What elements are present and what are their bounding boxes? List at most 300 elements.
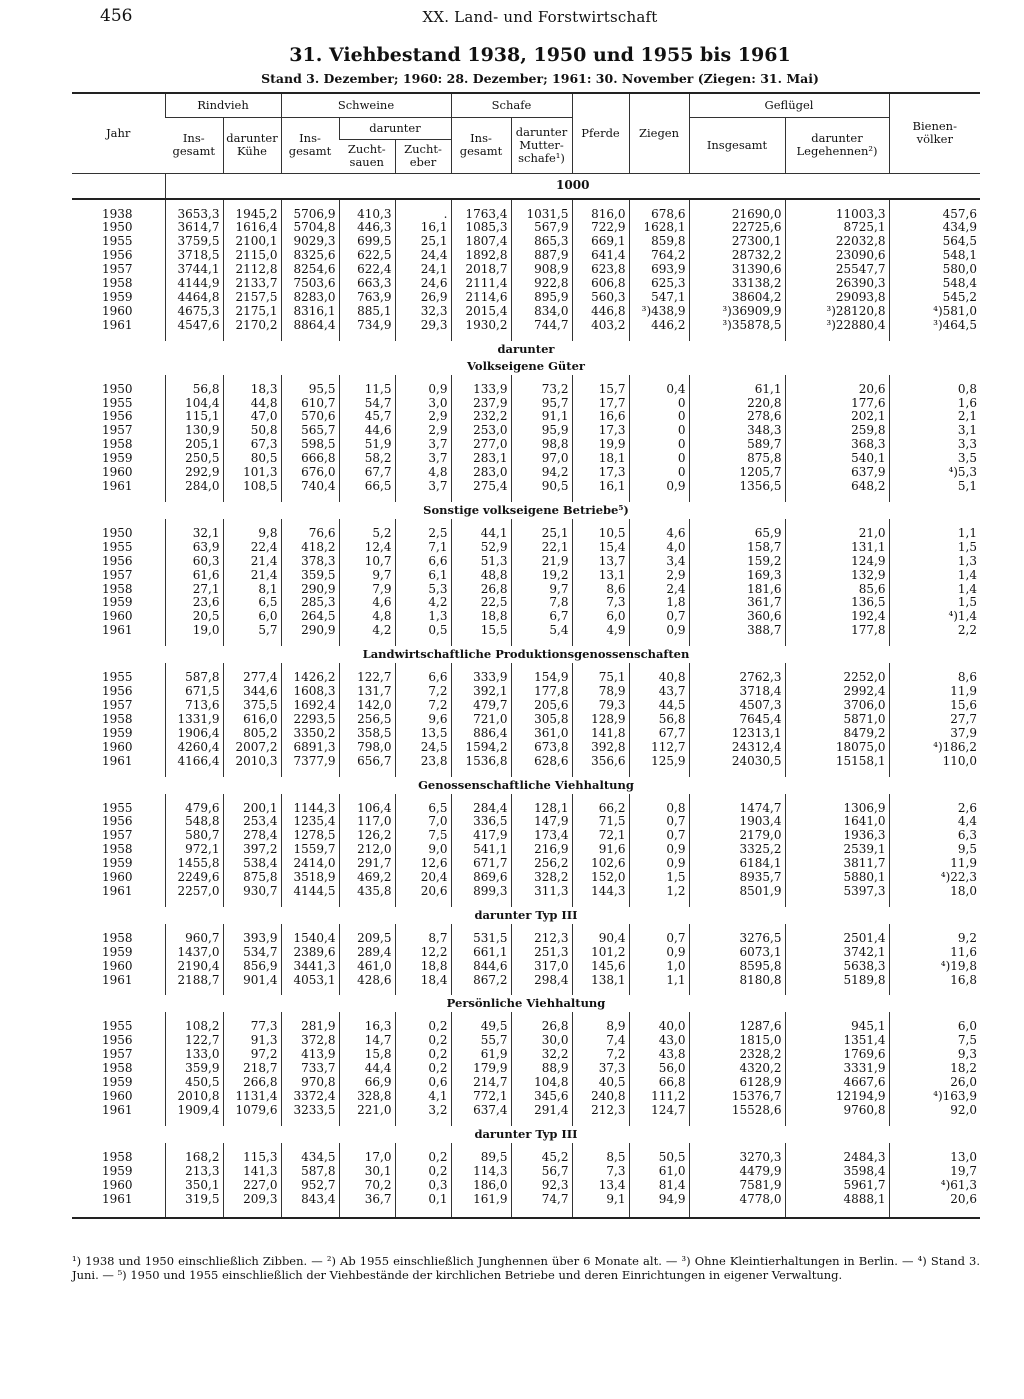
group-rindvieh: Rindvieh	[165, 93, 281, 117]
value-cell: 1,2	[629, 885, 689, 899]
value-cell: 291,7	[339, 857, 395, 871]
value-cell: 15,6	[889, 699, 980, 713]
value-cell: 18,8	[451, 610, 511, 624]
value-cell: 901,4	[223, 974, 281, 988]
value-cell: 7,3	[572, 1165, 629, 1179]
value-cell: 67,3	[223, 438, 281, 452]
value-cell: 21,4	[223, 555, 281, 569]
value-cell: 11003,3	[785, 208, 889, 222]
value-cell: 67,7	[629, 727, 689, 741]
value-cell: 6,6	[395, 671, 451, 685]
value-cell: 358,5	[339, 727, 395, 741]
table-row	[72, 802, 980, 816]
value-cell: 2133,7	[223, 277, 281, 291]
value-cell: 1628,1	[629, 221, 689, 235]
value-cell: 1031,5	[511, 208, 572, 222]
value-cell: 2,4	[629, 583, 689, 597]
value-cell: 29,3	[395, 319, 451, 333]
value-cell: 0,2	[395, 1165, 451, 1179]
value-cell: 2,9	[395, 410, 451, 424]
table-row	[72, 727, 980, 741]
value-cell: 3325,2	[689, 843, 785, 857]
value-cell: 4667,6	[785, 1076, 889, 1090]
value-cell: 2484,3	[785, 1151, 889, 1165]
value-cell: 24312,4	[689, 741, 785, 755]
value-cell: 66,5	[339, 480, 395, 494]
value-cell: 3614,7	[165, 221, 223, 235]
value-cell: 7,9	[339, 583, 395, 597]
year-cell: 1957	[102, 828, 133, 843]
value-cell: 0,7	[629, 815, 689, 829]
value-cell: 11,5	[339, 383, 395, 397]
year-cell: 1959	[102, 856, 133, 871]
value-cell: 25,1	[395, 235, 451, 249]
value-cell: 0,9	[629, 857, 689, 871]
value-cell: 74,7	[511, 1193, 572, 1207]
value-cell: 541,1	[451, 843, 511, 857]
value-cell: 250,5	[165, 452, 223, 466]
table-row	[72, 885, 980, 899]
value-cell: 2115,0	[223, 249, 281, 263]
value-cell: 89,5	[451, 1151, 511, 1165]
section-spacer	[72, 1206, 980, 1218]
value-cell: 1455,8	[165, 857, 223, 871]
value-cell: 23090,6	[785, 249, 889, 263]
section-spacer	[72, 494, 980, 502]
value-cell: 132,9	[785, 569, 889, 583]
value-cell: 7,3	[572, 596, 629, 610]
value-cell: 1205,7	[689, 466, 785, 480]
value-cell: 8,7	[395, 932, 451, 946]
value-cell: 5880,1	[785, 871, 889, 885]
value-cell: 177,8	[511, 685, 572, 699]
section-heading	[72, 907, 980, 924]
value-cell: 1,3	[395, 610, 451, 624]
value-cell: 457,6	[889, 208, 980, 222]
value-cell: 15158,1	[785, 755, 889, 769]
value-cell: 284,0	[165, 480, 223, 494]
value-cell: ⁴)186,2	[889, 741, 980, 755]
value-cell: 545,2	[889, 291, 980, 305]
value-cell: 21690,0	[689, 208, 785, 222]
value-cell: ⁴)19,8	[889, 960, 980, 974]
table-row	[72, 1193, 980, 1207]
value-cell: 108,5	[223, 480, 281, 494]
col-bienen: Bienen- völker	[889, 93, 980, 173]
value-cell: 548,4	[889, 277, 980, 291]
value-cell: 40,8	[629, 671, 689, 685]
value-cell: 37,3	[572, 1062, 629, 1076]
value-cell: 212,3	[511, 932, 572, 946]
value-cell: 11,6	[889, 946, 980, 960]
value-cell: 22725,6	[689, 221, 785, 235]
table-row	[72, 843, 980, 857]
value-cell: 212,3	[572, 1104, 629, 1118]
value-cell: 17,0	[339, 1151, 395, 1165]
value-cell: 3518,9	[281, 871, 339, 885]
value-cell: 2,5	[395, 527, 451, 541]
value-cell: 843,4	[281, 1193, 339, 1207]
value-cell: 94,9	[629, 1193, 689, 1207]
year-cell: 1961	[102, 1191, 133, 1206]
value-cell: ³)464,5	[889, 319, 980, 333]
table-row	[72, 671, 980, 685]
value-cell: 22,5	[451, 596, 511, 610]
value-cell: 290,9	[281, 624, 339, 638]
value-cell: 52,9	[451, 541, 511, 555]
group-schafe: Schafe	[451, 93, 572, 117]
value-cell: 63,9	[165, 541, 223, 555]
value-cell: 142,0	[339, 699, 395, 713]
value-cell: 8,5	[572, 1151, 629, 1165]
value-cell: 859,8	[629, 235, 689, 249]
value-cell: 22032,8	[785, 235, 889, 249]
value-cell: 360,6	[689, 610, 785, 624]
year-cell: 1960	[102, 303, 133, 318]
value-cell: 1144,3	[281, 802, 339, 816]
value-cell: 251,3	[511, 946, 572, 960]
value-cell: 88,9	[511, 1062, 572, 1076]
value-cell: 6,6	[395, 555, 451, 569]
table-row	[72, 291, 980, 305]
value-cell: 227,0	[223, 1179, 281, 1193]
value-cell: 10,5	[572, 527, 629, 541]
value-cell: 378,3	[281, 555, 339, 569]
value-cell: 114,3	[451, 1165, 511, 1179]
year-cell: 1956	[102, 409, 133, 424]
value-cell: 0	[629, 424, 689, 438]
value-cell: 205,1	[165, 438, 223, 452]
value-cell: 5,7	[223, 624, 281, 638]
value-cell: 22,4	[223, 541, 281, 555]
section-title: darunter	[497, 341, 555, 356]
value-cell: 922,8	[511, 277, 572, 291]
value-cell: 10,7	[339, 555, 395, 569]
table-row	[72, 263, 980, 277]
value-cell: 3598,4	[785, 1165, 889, 1179]
table-title: 31. Viehbestand 1938, 1950 und 1955 bis 1961	[289, 44, 791, 66]
value-cell: 212,0	[339, 843, 395, 857]
year-cell: 1958	[102, 711, 133, 726]
year-cell: 1960	[102, 465, 133, 480]
value-cell: 138,1	[572, 974, 629, 988]
value-cell: 531,5	[451, 932, 511, 946]
value-cell: 112,7	[629, 741, 689, 755]
value-cell: 8725,1	[785, 221, 889, 235]
value-cell: 15,4	[572, 541, 629, 555]
value-cell: 216,9	[511, 843, 572, 857]
value-cell: 676,0	[281, 466, 339, 480]
value-cell: 130,9	[165, 424, 223, 438]
value-cell: 136,5	[785, 596, 889, 610]
value-cell: 159,2	[689, 555, 785, 569]
value-cell: 281,9	[281, 1020, 339, 1034]
value-cell: 328,2	[511, 871, 572, 885]
value-cell: 24,1	[395, 263, 451, 277]
value-cell: 7377,9	[281, 755, 339, 769]
table-row	[72, 685, 980, 699]
value-cell: 8,1	[223, 583, 281, 597]
value-cell: 479,6	[165, 802, 223, 816]
value-cell: 209,3	[223, 1193, 281, 1207]
value-cell: 740,4	[281, 480, 339, 494]
value-cell: 4,8	[395, 466, 451, 480]
value-cell: 9,0	[395, 843, 451, 857]
year-cell: 1961	[102, 317, 133, 332]
value-cell: 570,6	[281, 410, 339, 424]
value-cell: 311,3	[511, 885, 572, 899]
value-cell: 0,2	[395, 1151, 451, 1165]
value-cell: 3,2	[395, 1104, 451, 1118]
value-cell: 3,3	[889, 438, 980, 452]
value-cell: 253,0	[451, 424, 511, 438]
value-cell: 1085,3	[451, 221, 511, 235]
value-cell: 78,9	[572, 685, 629, 699]
group-schw-darunter: darunter	[339, 117, 451, 139]
value-cell: 5,4	[511, 624, 572, 638]
value-cell: 930,7	[223, 885, 281, 899]
value-cell: 9,3	[889, 1048, 980, 1062]
value-cell: 20,4	[395, 871, 451, 885]
value-cell: 446,8	[572, 305, 629, 319]
value-cell: 2389,6	[281, 946, 339, 960]
table-row	[72, 1179, 980, 1193]
table-row	[72, 555, 980, 569]
value-cell: ⁴)22,3	[889, 871, 980, 885]
value-cell: 2252,0	[785, 671, 889, 685]
value-cell: 673,8	[511, 741, 572, 755]
value-cell: 173,4	[511, 829, 572, 843]
value-cell: 13,0	[889, 1151, 980, 1165]
value-cell: 72,1	[572, 829, 629, 843]
unit-label: 1000	[165, 173, 980, 199]
value-cell: 22,1	[511, 541, 572, 555]
value-cell: 95,7	[511, 397, 572, 411]
value-cell: 0,8	[629, 802, 689, 816]
value-cell: 24,5	[395, 741, 451, 755]
value-cell: 32,2	[511, 1048, 572, 1062]
table-row	[72, 235, 980, 249]
value-cell: 115,3	[223, 1151, 281, 1165]
value-cell: 1,0	[629, 960, 689, 974]
year-cell: 1960	[102, 1089, 133, 1103]
value-cell: 875,8	[689, 452, 785, 466]
value-cell: 285,3	[281, 596, 339, 610]
section-spacer	[72, 899, 980, 907]
table-row	[72, 713, 980, 727]
value-cell: 344,6	[223, 685, 281, 699]
year-cell: 1955	[102, 800, 133, 815]
table-row	[72, 1048, 980, 1062]
value-cell: 589,7	[689, 438, 785, 452]
value-cell: 1807,4	[451, 235, 511, 249]
value-cell: 19,2	[511, 569, 572, 583]
value-cell: 388,7	[689, 624, 785, 638]
value-cell: 283,0	[451, 466, 511, 480]
value-cell: 16,6	[572, 410, 629, 424]
value-cell: 95,9	[511, 424, 572, 438]
footnotes: ¹) 1938 und 1950 einschließlich Zibben. — ²) Ab 1955 einschließlich Junghennen über 6 Monate alt. — ³) Ohne Kleintierhaltungen in Berlin. — ⁴) Stand 3. Juni. — ⁵) 1950 und 1955 einschließlich der Viehbestände der kirchlichen Betriebe und deren Einrichtungen in eigener Verwaltung.	[72, 1254, 980, 1282]
value-cell: 3,1	[889, 424, 980, 438]
value-cell: 2539,1	[785, 843, 889, 857]
value-cell: 4464,8	[165, 291, 223, 305]
value-cell: 141,3	[223, 1165, 281, 1179]
value-cell: 16,8	[889, 974, 980, 988]
col-schw-eber: Zucht- eber	[395, 139, 451, 173]
value-cell: 133,9	[451, 383, 511, 397]
table-row	[72, 569, 980, 583]
col-ziegen: Ziegen	[629, 93, 689, 173]
value-cell: 90,5	[511, 480, 572, 494]
year-cell: 1955	[102, 395, 133, 410]
value-cell: 1278,5	[281, 829, 339, 843]
value-cell: 1235,4	[281, 815, 339, 829]
value-cell: 58,2	[339, 452, 395, 466]
value-cell: 772,1	[451, 1090, 511, 1104]
value-cell: 2179,0	[689, 829, 785, 843]
value-cell: 8479,2	[785, 727, 889, 741]
col-schw-sauen: Zucht- sauen	[339, 139, 395, 173]
value-cell: 0,3	[395, 1179, 451, 1193]
group-gefluegel: Geflügel	[689, 93, 889, 117]
value-cell: 17,3	[572, 466, 629, 480]
value-cell: 1930,2	[451, 319, 511, 333]
value-cell: 1,6	[889, 397, 980, 411]
value-cell: 2112,8	[223, 263, 281, 277]
value-cell: 266,8	[223, 1076, 281, 1090]
value-cell: ⁴)5,3	[889, 466, 980, 480]
value-cell: 1815,0	[689, 1034, 785, 1048]
year-cell: 1958	[102, 842, 133, 857]
year-cell: 1959	[102, 451, 133, 466]
value-cell: 565,7	[281, 424, 339, 438]
section-heading	[72, 995, 980, 1012]
value-cell: 7,5	[889, 1034, 980, 1048]
table-row	[72, 815, 980, 829]
value-cell: 1641,0	[785, 815, 889, 829]
value-cell: 4675,3	[165, 305, 223, 319]
value-cell: 1,5	[889, 541, 980, 555]
value-cell: 1287,6	[689, 1020, 785, 1034]
value-cell: 168,2	[165, 1151, 223, 1165]
value-cell: 18,1	[572, 452, 629, 466]
value-cell: 73,2	[511, 383, 572, 397]
value-cell: 317,0	[511, 960, 572, 974]
chapter-title: XX. Land- und Forstwirtschaft	[422, 8, 658, 26]
value-cell: 92,0	[889, 1104, 980, 1118]
col-rind-kuehe: darunter Kühe	[223, 117, 281, 173]
value-cell: 1306,9	[785, 802, 889, 816]
value-cell: 131,1	[785, 541, 889, 555]
value-cell: 240,8	[572, 1090, 629, 1104]
year-cell: 1961	[102, 623, 133, 638]
value-cell: 345,6	[511, 1090, 572, 1104]
value-cell: 368,3	[785, 438, 889, 452]
value-cell: 1594,2	[451, 741, 511, 755]
value-cell: 152,0	[572, 871, 629, 885]
table-row	[72, 480, 980, 494]
value-cell: 278,4	[223, 829, 281, 843]
value-cell: 7,5	[395, 829, 451, 843]
section-heading	[72, 358, 980, 375]
value-cell: 3270,3	[689, 1151, 785, 1165]
table-row	[72, 871, 980, 885]
value-cell: 1903,4	[689, 815, 785, 829]
year-cell: 1950	[102, 525, 133, 540]
value-cell: 71,5	[572, 815, 629, 829]
value-cell: 2249,6	[165, 871, 223, 885]
table-row	[72, 527, 980, 541]
value-cell: 36,7	[339, 1193, 395, 1207]
value-cell: 43,7	[629, 685, 689, 699]
value-cell: 23,8	[395, 755, 451, 769]
value-cell: 65,9	[689, 527, 785, 541]
value-cell: 0,9	[629, 624, 689, 638]
value-cell: 4260,4	[165, 741, 223, 755]
value-cell: 259,8	[785, 424, 889, 438]
value-cell: 867,2	[451, 974, 511, 988]
value-cell: 18,8	[395, 960, 451, 974]
value-cell: 0,7	[629, 829, 689, 843]
col-schw-ins: Ins- gesamt	[281, 117, 339, 173]
value-cell: 5961,7	[785, 1179, 889, 1193]
value-cell: 1,1	[889, 527, 980, 541]
value-cell: 56,0	[629, 1062, 689, 1076]
year-cell: 1958	[102, 276, 133, 291]
section-title: Volkseigene Güter	[467, 358, 585, 373]
year-cell: 1950	[102, 220, 133, 235]
value-cell: 8316,1	[281, 305, 339, 319]
value-cell: 1936,3	[785, 829, 889, 843]
value-cell: 43,0	[629, 1034, 689, 1048]
value-cell: 15,5	[451, 624, 511, 638]
col-pferde: Pferde	[572, 93, 629, 173]
value-cell: 1559,7	[281, 843, 339, 857]
value-cell: 805,2	[223, 727, 281, 741]
section-title: Landwirtschaftliche Produktionsgenossenschaften	[362, 647, 690, 662]
table-row	[72, 829, 980, 843]
group-schweine: Schweine	[281, 93, 451, 117]
value-cell: 3718,4	[689, 685, 785, 699]
section-heading	[72, 341, 980, 358]
value-cell: 479,7	[451, 699, 511, 713]
value-cell: 9760,8	[785, 1104, 889, 1118]
year-cell: 1958	[102, 1149, 133, 1164]
value-cell: 0,2	[395, 1020, 451, 1034]
value-cell: ³)35878,5	[689, 319, 785, 333]
table-row	[72, 410, 980, 424]
value-cell: 2,9	[395, 424, 451, 438]
value-cell: 7,0	[395, 815, 451, 829]
value-cell: 4,4	[889, 815, 980, 829]
value-cell: 209,5	[339, 932, 395, 946]
value-cell: 51,3	[451, 555, 511, 569]
value-cell: 66,9	[339, 1076, 395, 1090]
section-heading	[72, 646, 980, 663]
section-spacer	[72, 987, 980, 995]
value-cell: 567,9	[511, 221, 572, 235]
value-cell: 375,5	[223, 699, 281, 713]
value-cell: 1769,6	[785, 1048, 889, 1062]
value-cell: 361,7	[689, 596, 785, 610]
value-cell: 126,2	[339, 829, 395, 843]
table-row	[72, 1034, 980, 1048]
value-cell: 1474,7	[689, 802, 785, 816]
value-cell: 15376,7	[689, 1090, 785, 1104]
value-cell: 158,7	[689, 541, 785, 555]
value-cell: 722,9	[572, 221, 629, 235]
year-cell: 1958	[102, 581, 133, 596]
